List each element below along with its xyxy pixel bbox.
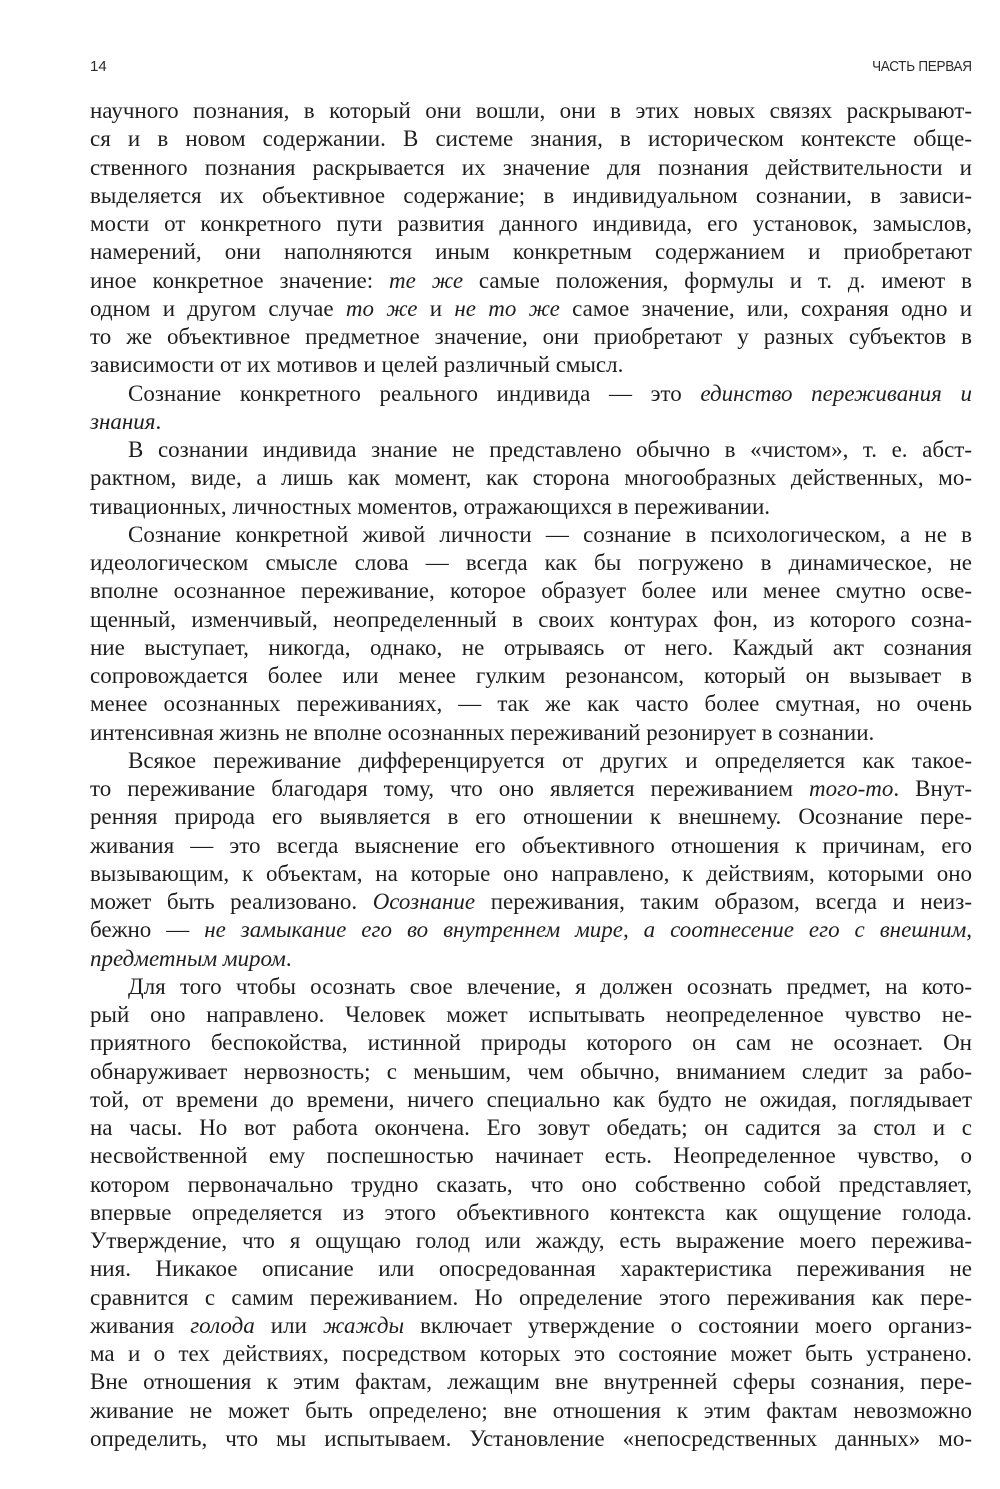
paragraph bbox=[90, 973, 972, 1453]
text-line bbox=[90, 351, 972, 379]
text-line bbox=[90, 1199, 972, 1227]
text-run: идеологическом смысле слова — всегда как бы погружено в динамическое, не bbox=[90, 550, 972, 575]
italic-text: предметным миром bbox=[90, 945, 286, 971]
text-run: Всякое переживание дифференцируется от других и определяется как такое- bbox=[128, 747, 972, 773]
text-run: Для того чтобы осознать свое влечение, я должен осознать предмет, на кото- bbox=[128, 973, 972, 999]
text-line bbox=[90, 210, 972, 238]
text-run: ма и о тех действиях, посредством которых это состояние может быть устранено. bbox=[90, 1341, 972, 1366]
text-line bbox=[90, 97, 972, 125]
text-run: щенный, изменчивый, неопределенный в своих контурах фон, из которого созна- bbox=[90, 606, 972, 632]
text-line bbox=[90, 1001, 972, 1029]
text-run: иное конкретное значение: bbox=[90, 267, 390, 293]
italic-text: единство переживания и bbox=[700, 380, 972, 406]
text-line bbox=[90, 408, 972, 436]
text-line bbox=[90, 1255, 972, 1283]
italic-text: того-то bbox=[809, 776, 894, 801]
text-line bbox=[90, 1284, 972, 1312]
text-run: на часы. Но вот работа окончена. Его зовут обедать; он садится за стол и с bbox=[90, 1115, 972, 1140]
text-line bbox=[90, 1312, 972, 1340]
italic-text: то же bbox=[345, 295, 418, 321]
text-run: Сознание конкретной живой личности — сознание в психологическом, а не в bbox=[128, 521, 972, 547]
text-run: . bbox=[285, 945, 292, 971]
text-run: приятного беспокойства, истинной природы которого он сам не осознает. Он bbox=[90, 1030, 972, 1056]
text-line bbox=[90, 464, 972, 492]
text-line bbox=[90, 634, 972, 662]
text-run: и bbox=[417, 295, 455, 321]
text-line bbox=[90, 1397, 972, 1425]
text-run: тивационных, личностных моментов, отражающихся в переживании. bbox=[90, 493, 771, 519]
text-run: ренняя природа его выявляется в его отношении к внешнему. Осознание пере- bbox=[90, 804, 972, 830]
text-line bbox=[90, 803, 972, 831]
text-run: ственного познания раскрывается их значение для познания действительности и bbox=[90, 154, 972, 180]
text-line bbox=[90, 267, 972, 295]
text-run: сравнится с самим переживанием. Но определение этого переживания как пере- bbox=[90, 1284, 972, 1310]
text-run: то же объективное предметное значение, они приобретают у разных субъектов в bbox=[90, 324, 972, 349]
body-text bbox=[90, 97, 972, 1453]
text-line bbox=[90, 775, 972, 803]
text-line bbox=[90, 295, 972, 323]
text-line bbox=[90, 1142, 972, 1170]
text-line bbox=[90, 493, 972, 521]
paragraph bbox=[90, 380, 972, 437]
text-run: включает утверждение о состоянии моего организ- bbox=[404, 1312, 972, 1338]
text-run: самое значение, или, сохраняя одно и bbox=[559, 295, 973, 321]
text-run: мости от конкретного пути развития данного индивида, его установок, замыслов, bbox=[90, 211, 972, 236]
italic-text: Осознание bbox=[372, 889, 476, 914]
italic-text: жажды bbox=[322, 1312, 405, 1338]
text-line bbox=[90, 888, 972, 916]
text-run: зависимости от их мотивов и целей различный смысл. bbox=[90, 352, 624, 378]
text-line bbox=[90, 1086, 972, 1114]
text-run: В сознании индивида знание не представлено обычно в «чистом», т. е. абст- bbox=[128, 437, 972, 462]
text-run: той, от времени до времени, ничего специально как будто не ожидая, поглядывает bbox=[90, 1086, 972, 1112]
text-line bbox=[90, 182, 972, 210]
text-line bbox=[90, 380, 972, 408]
text-run: несвойственной ему поспешностью начинает есть. Неопределенное чувство, о bbox=[90, 1143, 972, 1169]
text-run: намерений, они наполняются иным конкретным содержанием и приобретают bbox=[90, 239, 972, 265]
text-line bbox=[90, 662, 972, 690]
text-run: переживания, таким образом, всегда и неиз- bbox=[475, 889, 972, 914]
text-line bbox=[90, 945, 972, 973]
text-run: ние выступает, никогда, однако, не отрываясь от него. Каждый акт сознания bbox=[90, 634, 972, 660]
text-run: определить, что мы испытываем. Установление «непосредственных данных» мо- bbox=[90, 1425, 972, 1451]
text-line bbox=[90, 1114, 972, 1142]
text-line bbox=[90, 125, 972, 153]
text-run: живания — это всегда выяснение его объективного отношения к причинам, его bbox=[90, 832, 972, 858]
text-run: вполне осознанное переживание, которое образует более или менее смутно осве- bbox=[90, 578, 972, 604]
text-line bbox=[90, 606, 972, 634]
text-line bbox=[90, 436, 972, 464]
text-line bbox=[90, 1029, 972, 1057]
text-line bbox=[90, 521, 972, 549]
text-run: менее осознанных переживаниях, — так же как часто более смутная, но очень bbox=[90, 691, 972, 717]
text-run: рый оно направлено. Человек может испытывать неопределенное чувство не- bbox=[90, 1002, 972, 1027]
text-line bbox=[90, 1340, 972, 1368]
paragraph bbox=[90, 97, 972, 380]
text-run: или bbox=[254, 1312, 323, 1338]
italic-text: не то же bbox=[454, 295, 560, 321]
italic-text: голода bbox=[190, 1312, 255, 1338]
text-run: впервые определяется из этого объективного контекста как ощущение голода. bbox=[90, 1199, 972, 1225]
text-line bbox=[90, 154, 972, 182]
text-run: ся и в новом содержании. В системе знания, в историческом контексте обще- bbox=[90, 126, 972, 152]
text-run: интенсивная жизнь не вполне осознанных переживаний резонирует в сознании. bbox=[90, 719, 875, 745]
text-run: самые положения, формулы и т. д. имеют в bbox=[463, 267, 972, 293]
text-run: одном и другом случае bbox=[90, 295, 346, 321]
text-line bbox=[90, 719, 972, 747]
text-run: рактном, виде, а лишь как момент, как сторона многообразных действенных, мо- bbox=[90, 465, 972, 491]
text-run: может быть реализовано. bbox=[90, 889, 373, 914]
italic-text: не замыкание его во внутреннем мире, а соотнесение его с внешним, bbox=[204, 917, 972, 943]
text-run: то переживание благодаря тому, что оно является переживанием bbox=[90, 776, 810, 801]
text-run: сопровождается более или менее гулким резонансом, который он вызывает в bbox=[90, 663, 972, 688]
text-run: бежно — bbox=[90, 917, 205, 943]
text-line bbox=[90, 747, 972, 775]
text-line bbox=[90, 549, 972, 577]
italic-text: те же bbox=[389, 267, 464, 293]
text-line bbox=[90, 832, 972, 860]
text-line bbox=[90, 1425, 972, 1453]
text-run: Сознание конкретного реального индивида — это bbox=[128, 380, 701, 406]
italic-text: знания bbox=[90, 408, 156, 434]
text-run: обнаруживает нервозность; с меньшим, чем обычно, вниманием следит за рабо- bbox=[90, 1058, 972, 1084]
text-run: Утверждение, что я ощущаю голод или жажду, есть выражение моего пережива- bbox=[90, 1228, 972, 1253]
text-run: Вне отношения к этим фактам, лежащим вне внутренней сферы сознания, пере- bbox=[90, 1369, 972, 1395]
text-run: живания bbox=[90, 1312, 191, 1338]
text-line bbox=[90, 1058, 972, 1086]
paragraph bbox=[90, 521, 972, 747]
paragraph bbox=[90, 436, 972, 521]
text-line bbox=[90, 916, 972, 944]
text-run: котором первоначально трудно сказать, что оно собственно собой представляет, bbox=[90, 1171, 972, 1197]
text-line bbox=[90, 1227, 972, 1255]
text-line bbox=[90, 577, 972, 605]
running-title: ЧАСТЬ ПЕРВАЯ bbox=[872, 58, 972, 75]
text-line bbox=[90, 690, 972, 718]
text-line bbox=[90, 323, 972, 351]
text-run: ния. Никакое описание или опосредованная характеристика переживания не bbox=[90, 1256, 972, 1282]
text-run: живание не может быть определено; вне отношения к этим фактам невозможно bbox=[90, 1397, 972, 1423]
paragraph bbox=[90, 747, 972, 973]
text-run: вызывающим, к объектам, на которые оно направлено, к действиям, которыми оно bbox=[90, 860, 972, 886]
text-run: выделяется их объективное содержание; в индивидуальном сознании, в зависи- bbox=[90, 182, 972, 208]
text-line bbox=[90, 973, 972, 1001]
text-run: . bbox=[155, 408, 162, 434]
text-line bbox=[90, 1368, 972, 1396]
text-line bbox=[90, 238, 972, 266]
page-number: 14 bbox=[90, 58, 107, 75]
text-line bbox=[90, 1171, 972, 1199]
text-line bbox=[90, 860, 972, 888]
text-run: . Внут- bbox=[893, 776, 972, 801]
text-run: научного познания, в который они вошли, они в этих новых связях раскрывают- bbox=[90, 98, 972, 123]
